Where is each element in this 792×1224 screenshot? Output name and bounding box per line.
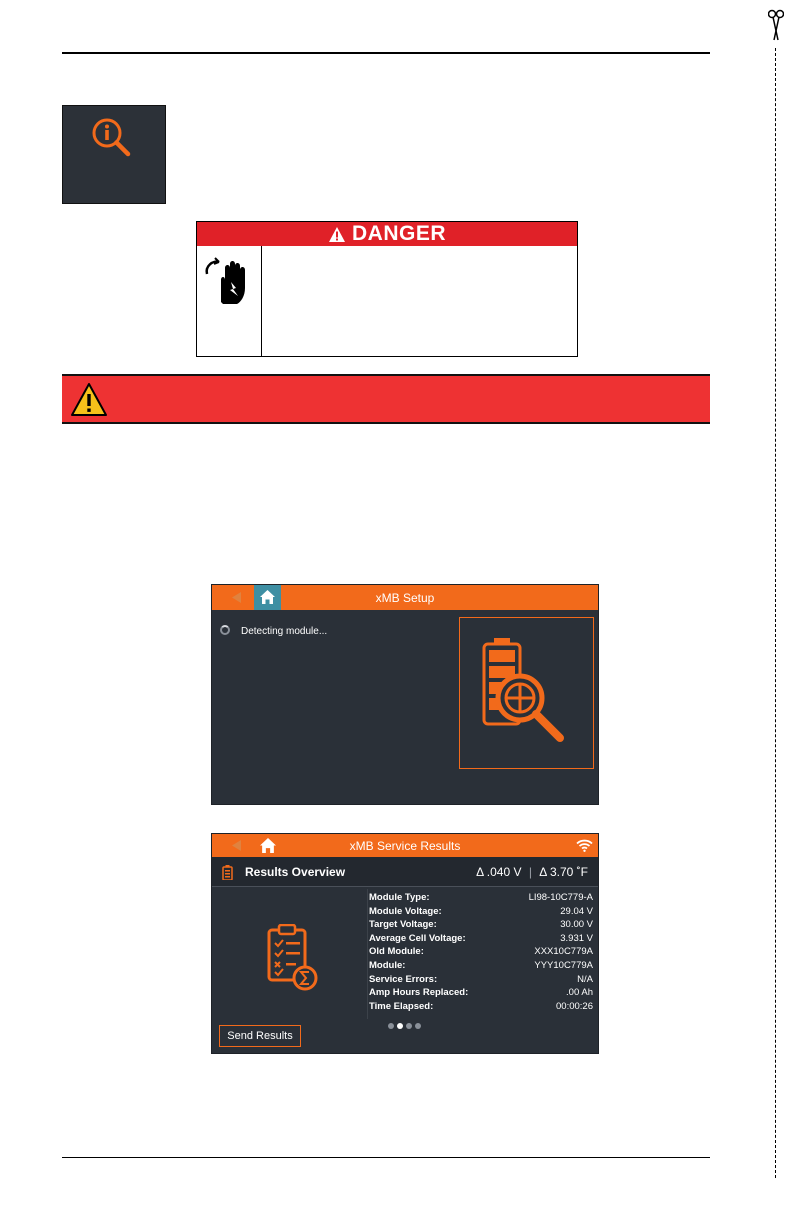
column-divider	[367, 889, 368, 1019]
screenshot-xmb-setup	[211, 584, 599, 805]
result-row	[369, 933, 593, 946]
delta-temperature: Δ 3.70 ˚F	[539, 865, 588, 879]
info-magnifier-icon	[90, 116, 134, 160]
result-row	[369, 892, 593, 905]
delta-readout	[476, 865, 588, 879]
scissors-icon	[768, 8, 784, 42]
result-label: Time Elapsed:	[369, 1000, 434, 1012]
result-value: XXX10C779A	[534, 946, 593, 958]
status-text: Detecting module...	[241, 626, 328, 637]
result-value: N/A	[577, 973, 593, 985]
footer-rule	[62, 1157, 710, 1158]
screen-title: xMB Setup	[375, 590, 435, 605]
danger-notice	[196, 221, 578, 357]
screenshot-service-results	[211, 833, 599, 1054]
screen-title: xMB Service Results	[349, 838, 461, 853]
result-label: Amp Hours Replaced:	[369, 987, 469, 999]
warning-triangle-icon	[328, 226, 346, 243]
overview-title: Results Overview	[245, 865, 346, 879]
header-rule	[62, 52, 710, 54]
result-label: Module Voltage:	[369, 905, 442, 917]
result-value: 30.00 V	[560, 919, 593, 931]
result-value: .00 Ah	[566, 987, 593, 999]
page-dot[interactable]	[388, 1023, 394, 1029]
result-label: Module Type:	[369, 892, 430, 903]
electric-shock-hand-icon	[203, 250, 257, 308]
result-label: Module:	[369, 960, 406, 971]
delta-separator: |	[528, 865, 532, 879]
info-box	[62, 105, 166, 204]
result-value: 29.04 V	[560, 905, 593, 917]
page-dot[interactable]	[415, 1023, 421, 1029]
result-row	[369, 960, 593, 973]
result-value: 3.931 V	[560, 932, 593, 944]
clipboard-sum-icon	[267, 924, 319, 994]
result-row	[369, 1001, 593, 1014]
result-value: YYY10C779A	[534, 960, 593, 971]
result-row	[369, 987, 593, 1000]
danger-icon-cell	[197, 246, 262, 356]
result-label: Target Voltage:	[369, 919, 437, 931]
danger-header	[197, 222, 577, 246]
result-label: Service Errors:	[369, 973, 438, 985]
warning-band	[62, 374, 710, 424]
page-dot[interactable]	[397, 1023, 403, 1029]
result-label: Average Cell Voltage:	[369, 932, 466, 944]
result-row	[369, 919, 593, 932]
result-value: 00:00:26	[556, 1000, 593, 1012]
battery-search-icon	[480, 638, 575, 750]
result-row	[369, 974, 593, 987]
result-value: LI98-10C779-A	[528, 892, 593, 903]
loading-spinner-icon	[220, 625, 230, 635]
result-row	[369, 946, 593, 959]
wifi-icon	[576, 839, 593, 852]
result-label: Old Module:	[369, 946, 424, 958]
module-detect-image	[459, 617, 594, 769]
caution-triangle-icon	[70, 382, 108, 418]
danger-label: DANGER	[351, 222, 446, 245]
cut-line	[775, 48, 776, 1178]
delta-voltage: Δ .040 V	[476, 865, 522, 879]
result-row	[369, 906, 593, 919]
page-dot[interactable]	[406, 1023, 412, 1029]
page-indicator	[388, 1023, 421, 1029]
send-results-button[interactable]: Send Results	[219, 1025, 301, 1047]
battery-list-icon	[222, 865, 233, 880]
